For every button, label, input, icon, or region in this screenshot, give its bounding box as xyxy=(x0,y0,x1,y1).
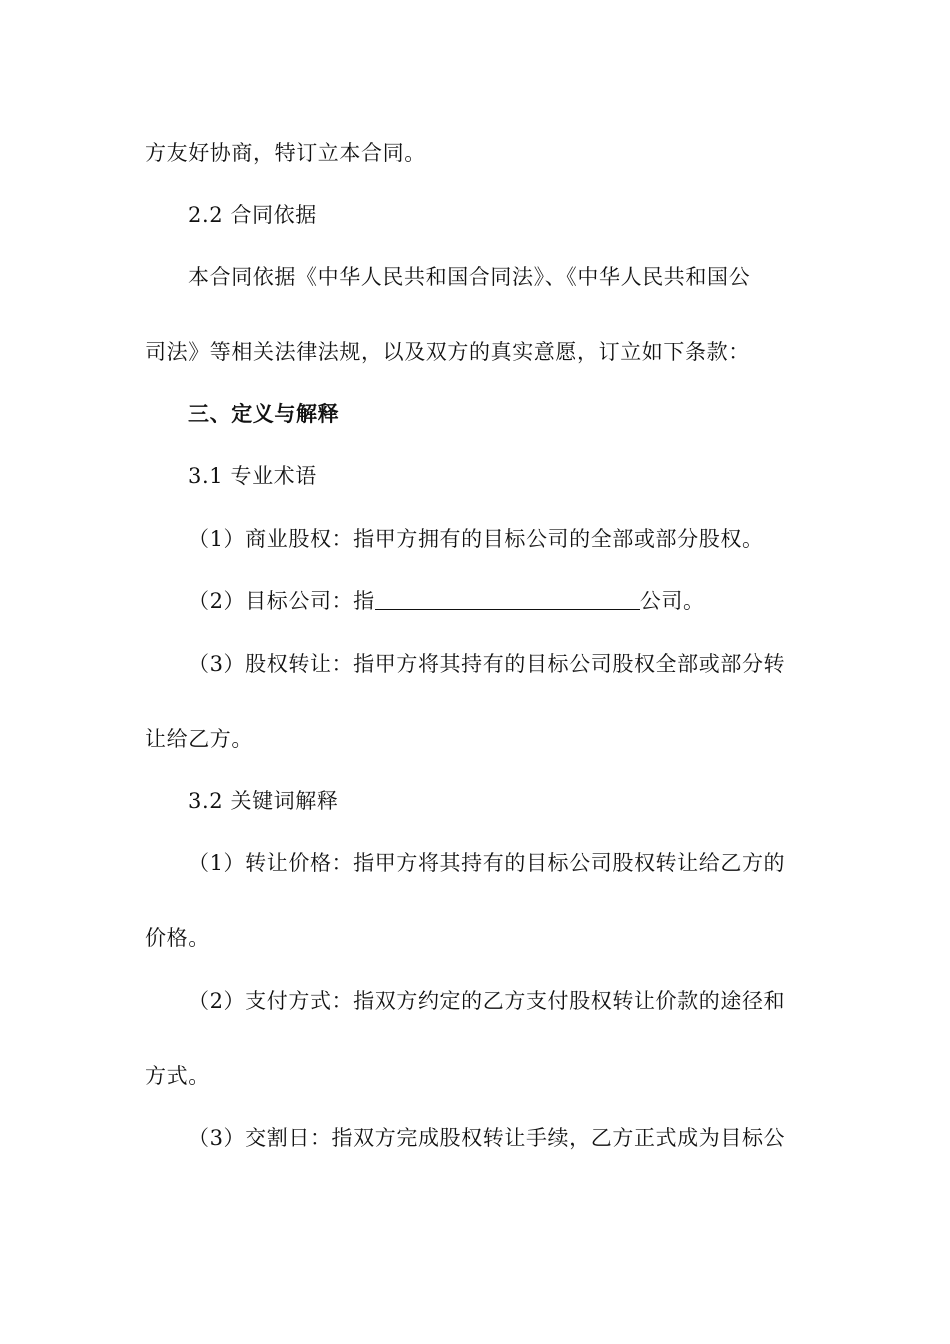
definition-item-target-company xyxy=(188,586,705,616)
paragraph-line: 方式。 xyxy=(145,1064,210,1088)
section-heading-3-1: 3.1 专业术语 xyxy=(188,464,317,488)
blank-fill-line xyxy=(375,589,640,610)
paragraph-line: 价格。 xyxy=(145,926,210,950)
definition-item: （1）转让价格：指甲方将其持有的目标公司股权转让给乙方的 xyxy=(188,851,786,875)
definition-item: （3）股权转让：指甲方将其持有的目标公司股权全部或部分转 xyxy=(188,652,786,676)
paragraph-line: 司法》等相关法律法规，以及双方的真实意愿，订立如下条款： xyxy=(145,340,750,364)
paragraph-line: 让给乙方。 xyxy=(145,727,253,751)
paragraph-line: 方友好协商，特订立本合同。 xyxy=(145,141,426,165)
definition-item: （2）支付方式：指双方约定的乙方支付股权转让价款的途径和 xyxy=(188,989,786,1013)
chapter-heading-3: 三、定义与解释 xyxy=(188,401,340,426)
paragraph-line: 本合同依据《中华人民共和国合同法》、《中华人民共和国公 xyxy=(188,265,751,289)
section-heading-3-2: 3.2 关键词解释 xyxy=(188,789,339,813)
definition-item: （1）商业股权：指甲方拥有的目标公司的全部或部分股权。 xyxy=(188,527,764,551)
definition-prefix: （2）目标公司：指 xyxy=(188,589,375,613)
definition-suffix: 公司。 xyxy=(639,589,705,613)
definition-item: （3）交割日：指双方完成股权转让手续，乙方正式成为目标公 xyxy=(188,1126,786,1150)
section-heading-2-2: 2.2 合同依据 xyxy=(188,203,317,227)
